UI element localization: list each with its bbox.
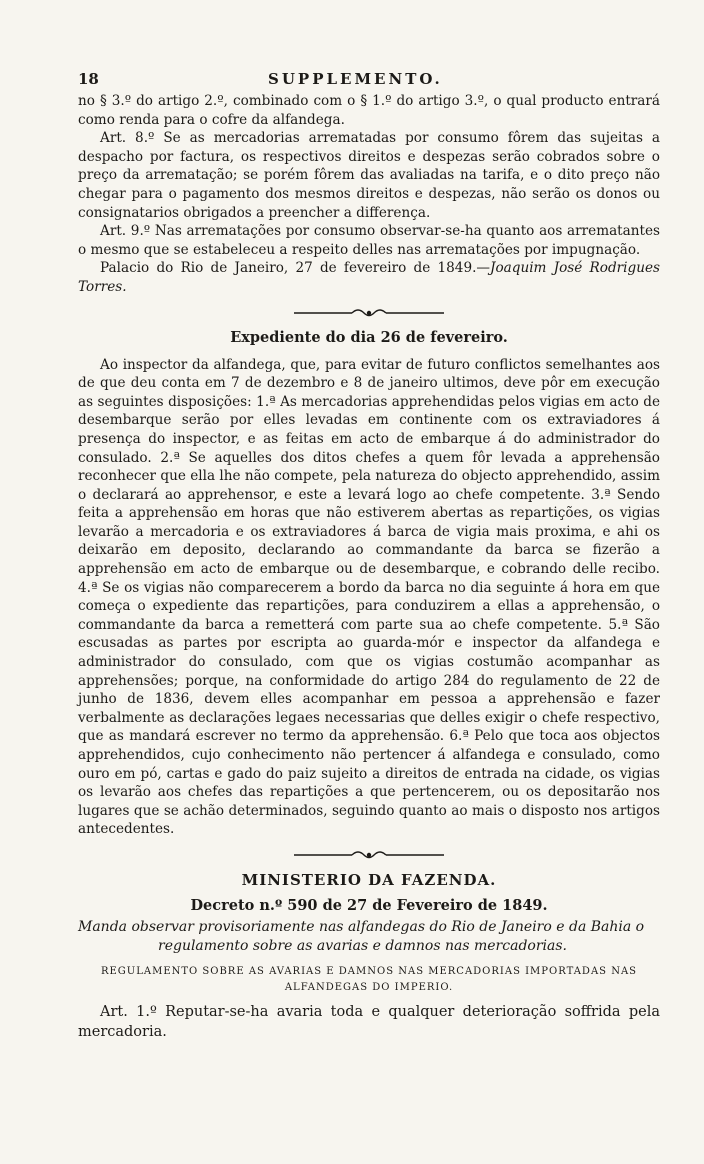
ornament-divider-icon <box>294 849 444 861</box>
regulation-title <box>78 964 660 996</box>
running-title: SUPPLEMENTO. <box>268 70 443 88</box>
page-number: 18 <box>78 70 99 88</box>
article-8: Art. 8.º Se as mercadorias arrematadas por consumo fôrem das sujeitas a despacho por factura, os respectivos direitos e despezas serão cobrados sobre o preço da arrematação; se porém fôrem das avaliadas na tarifa, e o dito preço não chegar para o pagamento dos mesmos direitos e despezas, não serão os donos ou consignatarios obrigados a preencher a differença. <box>78 130 660 221</box>
article-1: Art. 1.º Reputar-se-ha avaria toda e qualquer deterioração soffrida pela mercadoria. <box>78 1003 660 1040</box>
ministry-title: MINISTERIO DA FAZENDA. <box>241 870 497 889</box>
decree-summary-line2: regulamento sobre as avarias e damnos nas mercadorias. <box>158 937 567 954</box>
ornament-divider <box>78 307 660 319</box>
signature-line <box>78 259 660 296</box>
article-9: Art. 9.º Nas arrematações por consumo observar-se-ha quanto aos arrematantes o mesmo que se estabeleceu a respeito delles nas arrematações por impugnação. <box>78 223 660 258</box>
expediente-body: Ao inspector da alfandega, que, para evitar de futuro conflictos semelhantes aos de que deu conta em 7 de dezembro e 8 de janeiro ultimos, deve pôr em execução as seguintes disposições: 1.ª As mercadorias apprehendidas pelos vigias em acto de desembarque serão por elles levadas em continente com os extraviadores á presença do inspector, e as feitas em acto de embarque á do administrador do consulado. 2.ª Se aquelles dos ditos chefes a quem fôr levada a apprehensão reconhecer que ella lhe não compete, pela natureza do objecto apprehendido, assim o declarará ao apprehensor, e este a levará logo ao chefe competente. 3.ª Sendo feita a apprehensão em horas que não estiverem abertas as repartições, os vigias levarão a mercadoria e os extraviadores á barca de vigia mais proxima, e ahi os deixarão em deposito, declarando ao commandante da barca se fizerão a apprehensão em acto de embarque ou de desembarque, e cobrando delle recibo. 4.ª Se os vigias não comparecerem a bordo da barca no dia seguinte á hora em que começa o expediente das repartições, para conduzirem a ellas a apprehensão, o commandante da barca a remetterá com parte sua ao chefe competente. 5.ª São escusadas as partes por escripta ao guarda-mór e inspector da alfandega e administrador do consulado, com que os vigias costumão acompanhar as apprehensões; porque, na conformidade do artigo 284 do regulamento de 22 de junho de 1836, devem elles acompanhar em pessoa a apprehensão e fazer verbalmente as declarações legaes necessarias que delles exigir o chefe respectivo, que as mandará escrever no termo da apprehensão. 6.ª Pelo que toca aos objectos apprehendidos, cujo conhecimento não pertencer á alfandega e consulado, como ouro em pó, cartas e gado do paiz sujeito a direitos de entrada na cidade, os vigias os levarão aos chefes das repartições a que pertencerem, ou os depositarão nos lugares que se achão determinados, seguindo quanto ao mais o disposto nos artigos antecedentes. <box>78 356 660 838</box>
regulation-title-line1: REGULAMENTO SOBRE AS AVARIAS E DAMNOS NAS MERCADORIAS IMPORTADAS NAS <box>100 965 638 977</box>
paragraph-continuation: no § 3.º do artigo 2.º, combinado com o § 1.º do artigo 3.º, o qual producto entrará como renda para o cofre da alfandega. <box>78 93 660 128</box>
ornament-divider <box>78 849 660 861</box>
decree-title: Decreto n.º 590 de 27 de Fevereiro de 1849. <box>190 896 548 914</box>
decree-summary-line1: Manda observar provisoriamente nas alfandegas do Rio de Janeiro e da Bahia o <box>78 918 645 935</box>
signature-name: Joaquim José Rodrigues Torres. <box>78 260 660 295</box>
signature-place-date: Palacio do Rio de Janeiro, 27 de fevereiro de 1849.— <box>100 260 491 277</box>
decree-summary <box>78 918 660 956</box>
ornament-divider-icon <box>294 307 444 319</box>
regulation-title-line2: ALFANDEGAS DO IMPERIO. <box>284 981 454 993</box>
expediente-title: Expediente do dia 26 de fevereiro. <box>230 328 508 346</box>
page-header <box>78 70 660 88</box>
